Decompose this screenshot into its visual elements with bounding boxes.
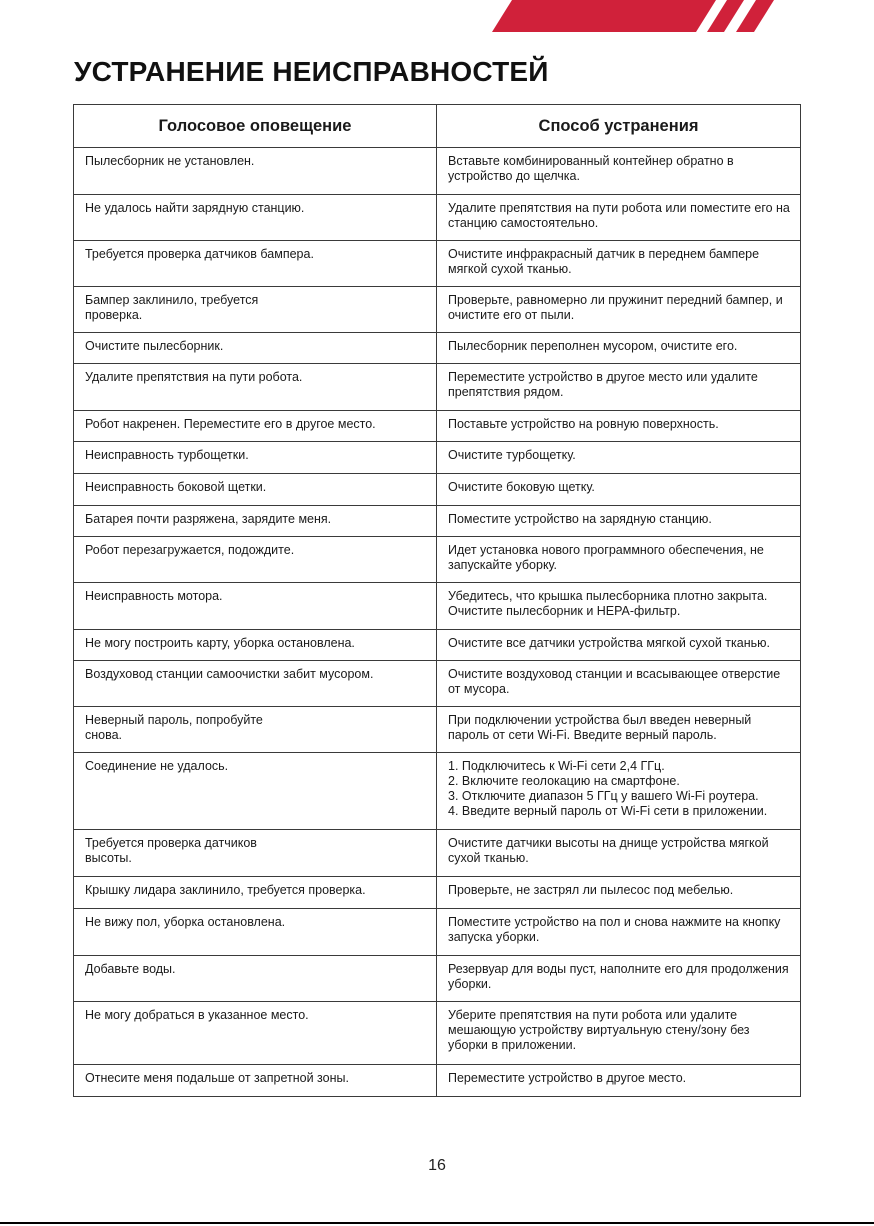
voice-alert-cell: Робот перезагружается, подождите. xyxy=(74,537,437,583)
voice-alert-cell: Не могу построить карту, уборка остановлена. xyxy=(74,630,437,661)
table-row xyxy=(74,707,801,753)
solution-cell: Проверьте, равномерно ли пружинит передний бампер, и очистите его от пыли. xyxy=(437,287,801,333)
solution-cell: Убедитесь, что крышка пылесборника плотно закрыта. Очистите пылесборник и HEPA-фильтр. xyxy=(437,583,801,630)
table-row xyxy=(74,287,801,333)
table-row xyxy=(74,909,801,956)
solution-cell: Переместите устройство в другое место. xyxy=(437,1065,801,1097)
voice-alert-cell: Воздуховод станции самоочистки забит мусором. xyxy=(74,661,437,707)
voice-alert-cell: Требуется проверка датчиков бампера. xyxy=(74,241,437,287)
voice-alert-cell: Не вижу пол, уборка остановлена. xyxy=(74,909,437,956)
solution-cell: Резервуар для воды пуст, наполните его для продолжения уборки. xyxy=(437,956,801,1002)
stripe-2 xyxy=(736,0,774,32)
voice-alert-cell: Соединение не удалось. xyxy=(74,753,437,830)
page-title: УСТРАНЕНИЕ НЕИСПРАВНОСТЕЙ xyxy=(74,56,549,87)
table-row xyxy=(74,753,801,830)
solution-cell: Удалите препятствия на пути робота или поместите его на станцию самостоятельно. xyxy=(437,195,801,241)
table-row xyxy=(74,241,801,287)
solution-cell: Уберите препятствия на пути робота или удалите мешающую устройству виртуальную стену/зону без уборки в приложении. xyxy=(437,1002,801,1065)
table-row xyxy=(74,148,801,195)
solution-cell: Очистите воздуховод станции и всасывающее отверстие от мусора. xyxy=(437,661,801,707)
table-row xyxy=(74,442,801,474)
voice-alert-cell: Бампер заклинило, требуется проверка. xyxy=(74,287,437,333)
solution-cell: Очистите боковую щетку. xyxy=(437,474,801,506)
solution-cell: Поместите устройство на зарядную станцию. xyxy=(437,506,801,537)
voice-alert-cell: Не удалось найти зарядную станцию. xyxy=(74,195,437,241)
solution-cell: Очистите турбощетку. xyxy=(437,442,801,474)
solution-cell: При подключении устройства был введен неверный пароль от сети Wi-Fi. Введите верный пароль. xyxy=(437,707,801,753)
solution-cell: Очистите датчики высоты на днище устройства мягкой сухой тканью. xyxy=(437,830,801,877)
voice-alert-cell: Крышку лидара заклинило, требуется проверка. xyxy=(74,877,437,909)
solution-cell: Очистите все датчики устройства мягкой сухой тканью. xyxy=(437,630,801,661)
troubleshooting-table xyxy=(73,104,801,1097)
table-row xyxy=(74,661,801,707)
table-row xyxy=(74,364,801,411)
voice-alert-cell: Добавьте воды. xyxy=(74,956,437,1002)
table-row xyxy=(74,1065,801,1097)
bottom-rule xyxy=(0,1222,874,1224)
table-row xyxy=(74,877,801,909)
solution-cell: Вставьте комбинированный контейнер обратно в устройство до щелчка. xyxy=(437,148,801,195)
voice-alert-cell: Неверный пароль, попробуйте снова. xyxy=(74,707,437,753)
voice-alert-cell: Удалите препятствия на пути робота. xyxy=(74,364,437,411)
voice-alert-cell: Робот накренен. Переместите его в другое место. xyxy=(74,411,437,442)
voice-alert-cell: Неисправность боковой щетки. xyxy=(74,474,437,506)
solution-cell: Пылесборник переполнен мусором, очистите его. xyxy=(437,333,801,364)
header-stripes xyxy=(0,0,874,32)
solution-cell: 1. Подключитесь к Wi-Fi сети 2,4 ГГц. 2. Включите геолокацию на смартфоне. 3. Отключите диапазон 5 ГГц у вашего Wi-Fi роутера. 4. Введите верный пароль от Wi-Fi сети в приложении. xyxy=(437,753,801,830)
column-header-alert: Голосовое оповещение xyxy=(74,105,437,148)
table-row xyxy=(74,956,801,1002)
red-banner-shape xyxy=(492,0,716,32)
solution-cell: Поставьте устройство на ровную поверхность. xyxy=(437,411,801,442)
table-row xyxy=(74,411,801,442)
table-row xyxy=(74,583,801,630)
voice-alert-cell: Отнесите меня подальше от запретной зоны. xyxy=(74,1065,437,1097)
voice-alert-cell: Неисправность мотора. xyxy=(74,583,437,630)
table-row xyxy=(74,830,801,877)
solution-cell: Очистите инфракрасный датчик в переднем бампере мягкой сухой тканью. xyxy=(437,241,801,287)
table-row xyxy=(74,1002,801,1065)
page-number: 16 xyxy=(428,1157,446,1174)
voice-alert-cell: Пылесборник не установлен. xyxy=(74,148,437,195)
voice-alert-cell: Требуется проверка датчиков высоты. xyxy=(74,830,437,877)
solution-cell: Переместите устройство в другое место или удалите препятствия рядом. xyxy=(437,364,801,411)
table-row xyxy=(74,630,801,661)
table-row xyxy=(74,537,801,583)
table-row xyxy=(74,474,801,506)
voice-alert-cell: Батарея почти разряжена, зарядите меня. xyxy=(74,506,437,537)
voice-alert-cell: Неисправность турбощетки. xyxy=(74,442,437,474)
column-header-solution: Способ устранения xyxy=(437,105,801,148)
table-header-row xyxy=(74,105,801,148)
solution-cell: Поместите устройство на пол и снова нажмите на кнопку запуска уборки. xyxy=(437,909,801,956)
voice-alert-cell: Не могу добраться в указанное место. xyxy=(74,1002,437,1065)
solution-cell: Идет установка нового программного обеспечения, не запускайте уборку. xyxy=(437,537,801,583)
table-row xyxy=(74,195,801,241)
table-row xyxy=(74,506,801,537)
solution-cell: Проверьте, не застрял ли пылесос под мебелью. xyxy=(437,877,801,909)
table-row xyxy=(74,333,801,364)
voice-alert-cell: Очистите пылесборник. xyxy=(74,333,437,364)
